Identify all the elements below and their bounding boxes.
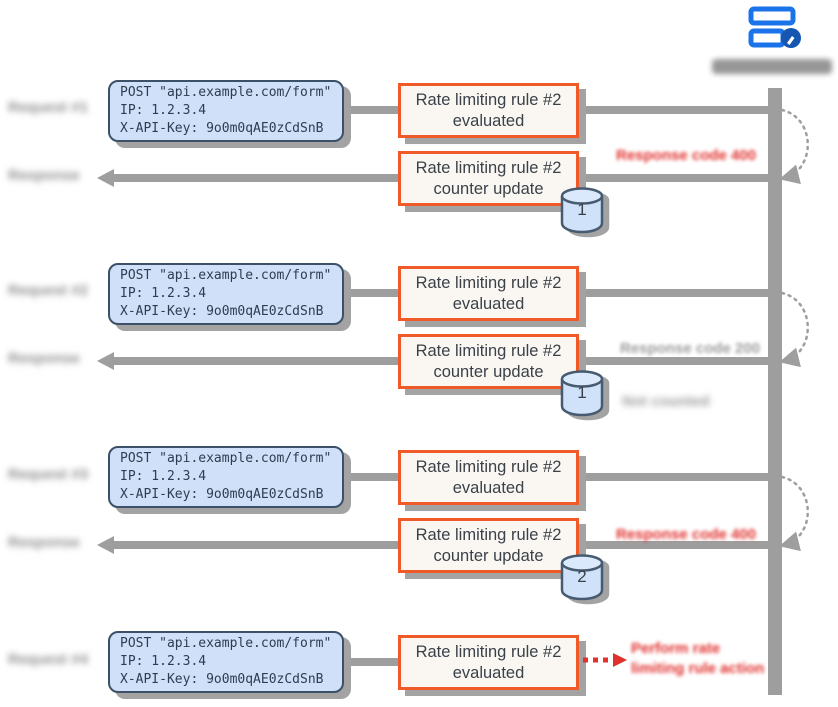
request-line-apikey: X-API-Key: 9o0m0qAE0zCdSnB xyxy=(120,671,324,687)
block-action-arrow-icon xyxy=(581,651,629,669)
counter-value-1: 1 xyxy=(577,200,587,219)
request-line-post: POST "api.example.com/form" xyxy=(120,85,332,101)
connector xyxy=(342,289,400,297)
response-annotation-3: Response code 400 xyxy=(616,526,757,543)
counter-update-box-1 xyxy=(398,151,579,206)
watermark-wordmark-blurred xyxy=(712,59,832,74)
counter-value-2: 1 xyxy=(577,383,587,402)
rule-evaluated-box-4 xyxy=(398,635,579,690)
counter-box-line2: counter update xyxy=(433,546,544,565)
rule-evaluated-line1: Rate limiting rule #2 xyxy=(415,90,562,109)
counter-database-3 xyxy=(559,553,611,605)
rule-evaluated-line1: Rate limiting rule #2 xyxy=(415,642,562,661)
counter-database-2 xyxy=(559,369,611,421)
response-2-label: Response xyxy=(8,350,80,367)
connector xyxy=(576,289,768,297)
connector xyxy=(576,106,768,114)
response-annotation-2: Response code 200 xyxy=(620,340,761,357)
request-line-apikey: X-API-Key: 9o0m0qAE0zCdSnB xyxy=(120,303,324,319)
connector xyxy=(342,473,400,481)
counter-box-line2: counter update xyxy=(433,179,544,198)
rate-limit-action-annotation xyxy=(631,639,764,678)
connector xyxy=(576,473,768,481)
request-3-details-box xyxy=(108,446,344,508)
rule-evaluated-box-3 xyxy=(398,450,579,505)
request-line-apikey: X-API-Key: 9o0m0qAE0zCdSnB xyxy=(120,486,324,502)
rule-evaluated-line2: evaluated xyxy=(452,294,525,313)
request-1-details-box xyxy=(108,80,344,142)
request-line-ip: IP: 1.2.3.4 xyxy=(120,469,207,485)
rule-evaluated-line2: evaluated xyxy=(452,478,525,497)
form-list-badge-icon xyxy=(746,6,802,52)
request-3-label: Request #3 xyxy=(8,466,89,483)
action-line-1: Perform rate xyxy=(631,640,721,657)
counter-value-3: 2 xyxy=(577,567,587,586)
rule-evaluated-line2: evaluated xyxy=(452,111,525,130)
action-line-2: limiting rule action xyxy=(631,659,765,677)
counter-database-1 xyxy=(559,186,611,238)
counter-update-box-2 xyxy=(398,334,579,389)
request-2-label: Request #2 xyxy=(8,282,89,299)
request-line-apikey: X-API-Key: 9o0m0qAE0zCdSnB xyxy=(120,120,324,136)
connector xyxy=(342,658,400,666)
request-1-label: Request #1 xyxy=(8,99,89,116)
response-1-label: Response xyxy=(8,167,80,184)
request-line-post: POST "api.example.com/form" xyxy=(120,451,332,467)
counter-box-line1: Rate limiting rule #2 xyxy=(415,341,562,360)
request-line-ip: IP: 1.2.3.4 xyxy=(120,286,207,302)
counter-update-box-3 xyxy=(398,518,579,573)
request-line-ip: IP: 1.2.3.4 xyxy=(120,103,207,119)
response-annotation-1: Response code 400 xyxy=(616,147,757,164)
request-line-post: POST "api.example.com/form" xyxy=(120,636,332,652)
rule-evaluated-box-2 xyxy=(398,266,579,321)
rule-evaluated-line1: Rate limiting rule #2 xyxy=(415,457,562,476)
response-3-label: Response xyxy=(8,534,80,551)
counter-box-line2: counter update xyxy=(433,362,544,381)
request-2-details-box xyxy=(108,263,344,325)
lifeline-processing-arcs xyxy=(760,0,838,707)
counter-box-line1: Rate limiting rule #2 xyxy=(415,525,562,544)
counter-note: Not counted xyxy=(622,393,710,410)
request-4-details-box xyxy=(108,631,344,693)
rule-evaluated-line1: Rate limiting rule #2 xyxy=(415,273,562,292)
request-line-post: POST "api.example.com/form" xyxy=(120,268,332,284)
rule-evaluated-line2: evaluated xyxy=(452,663,525,682)
request-4-label: Request #4 xyxy=(8,651,89,668)
request-line-ip: IP: 1.2.3.4 xyxy=(120,654,207,670)
counter-box-line1: Rate limiting rule #2 xyxy=(415,158,562,177)
connector xyxy=(342,106,400,114)
rule-evaluated-box-1 xyxy=(398,83,579,138)
